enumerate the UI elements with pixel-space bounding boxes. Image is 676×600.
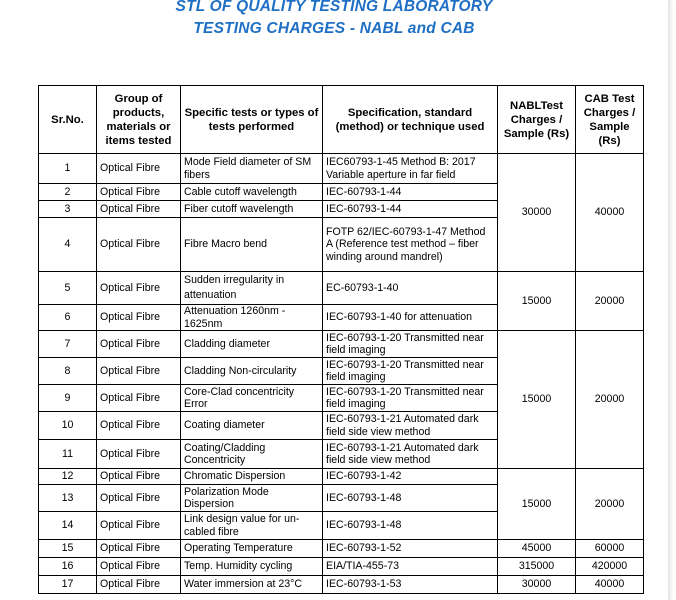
group-cell: Optical Fibre [97, 272, 181, 305]
group-cell: Optical Fibre [97, 358, 181, 385]
group-cell: Optical Fibre [97, 558, 181, 576]
sr-cell: 10 [39, 412, 97, 440]
group-cell: Optical Fibre [97, 412, 181, 440]
spec-cell: IEC-60793-1-44 [323, 184, 498, 201]
cab-charge-cell: 20000 [576, 331, 644, 469]
test-cell: Polarization Mode Dispersion [181, 485, 323, 512]
spec-cell: IEC-60793-1-53 [323, 576, 498, 594]
sr-cell: 4 [39, 218, 97, 272]
spec-cell: IEC-60793-1-48 [323, 485, 498, 512]
sr-cell: 6 [39, 305, 97, 331]
group-cell: Optical Fibre [97, 469, 181, 485]
spec-cell: IEC-60793-1-21 Automated dark field side view method [323, 440, 498, 469]
test-cell: Core-Clad concentricity Error [181, 385, 323, 412]
nabl-charge-cell: 15000 [498, 272, 576, 331]
group-cell: Optical Fibre [97, 385, 181, 412]
spec-cell: IEC-60793-1-20 Transmitted near field imaging [323, 331, 498, 358]
spec-cell: IEC-60793-1-52 [323, 540, 498, 558]
group-cell: Optical Fibre [97, 512, 181, 540]
nabl-charge-cell: 30000 [498, 154, 576, 272]
group-cell: Optical Fibre [97, 485, 181, 512]
document-subtitle: TESTING CHARGES - NABL and CAB [193, 20, 475, 37]
table-header-row [39, 86, 644, 154]
test-cell: Fibre Macro bend [181, 218, 323, 272]
table-row [39, 331, 644, 358]
group-cell: Optical Fibre [97, 184, 181, 201]
table-row [39, 154, 644, 184]
test-cell: Mode Field diameter of SM fibers [181, 154, 323, 184]
table-row [39, 576, 644, 594]
sr-cell: 9 [39, 385, 97, 412]
sr-cell: 15 [39, 540, 97, 558]
table-row [39, 540, 644, 558]
test-cell: Chromatic Dispersion [181, 469, 323, 485]
cab-charge-cell: 20000 [576, 469, 644, 540]
sr-cell: 1 [39, 154, 97, 184]
test-cell: Cladding diameter [181, 331, 323, 358]
sr-cell: 17 [39, 576, 97, 594]
spec-cell: EIA/TIA-455-73 [323, 558, 498, 576]
document-title: STL OF QUALITY TESTING LABORATORY [175, 0, 493, 15]
group-cell: Optical Fibre [97, 331, 181, 358]
spec-cell: IEC-60793-1-44 [323, 201, 498, 218]
cab-charge-cell: 20000 [576, 272, 644, 331]
cab-charge-cell: 40000 [576, 154, 644, 272]
group-cell: Optical Fibre [97, 201, 181, 218]
spec-cell: EC-60793-1-40 [323, 272, 498, 305]
spec-cell: IEC-60793-1-42 [323, 469, 498, 485]
group-cell: Optical Fibre [97, 440, 181, 469]
table-row [39, 469, 644, 485]
spec-cell: IEC-60793-1-20 Transmitted near field imaging [323, 358, 498, 385]
sr-cell: 7 [39, 331, 97, 358]
col-header-nabl: NABLTest Charges / Sample (Rs) [498, 86, 576, 154]
test-cell: Coating diameter [181, 412, 323, 440]
cab-charge-cell: 60000 [576, 540, 644, 558]
nabl-charge-cell: 15000 [498, 331, 576, 469]
spec-cell: FOTP 62/IEC-60793-1-47 Method A (Reference test method – fiber winding around mandrel) [323, 218, 498, 272]
spec-cell: IEC-60793-1-20 Transmitted near field imaging [323, 385, 498, 412]
test-cell: Attenuation 1260nm - 1625nm [181, 305, 323, 331]
sr-cell: 14 [39, 512, 97, 540]
col-header-cab: CAB Test Charges / Sample (Rs) [576, 86, 644, 154]
cab-charge-cell: 420000 [576, 558, 644, 576]
group-cell: Optical Fibre [97, 540, 181, 558]
test-cell: Operating Temperature [181, 540, 323, 558]
col-header-srno: Sr.No. [39, 86, 97, 154]
test-cell: Temp. Humidity cycling [181, 558, 323, 576]
table-row [39, 558, 644, 576]
col-header-test: Specific tests or types of tests performed [181, 86, 323, 154]
nabl-charge-cell: 315000 [498, 558, 576, 576]
nabl-charge-cell: 30000 [498, 576, 576, 594]
test-cell: Fiber cutoff wavelength [181, 201, 323, 218]
spec-cell: IEC-60793-1-40 for attenuation [323, 305, 498, 331]
group-cell: Optical Fibre [97, 576, 181, 594]
sr-cell: 13 [39, 485, 97, 512]
group-cell: Optical Fibre [97, 218, 181, 272]
sr-cell: 12 [39, 469, 97, 485]
nabl-charge-cell: 45000 [498, 540, 576, 558]
test-cell: Water immersion at 23°C [181, 576, 323, 594]
col-header-spec: Specification, standard (method) or technique used [323, 86, 498, 154]
sr-cell: 2 [39, 184, 97, 201]
table-row [39, 272, 644, 305]
testing-charges-table [38, 85, 644, 594]
test-cell: Link design value for un-cabled fibre [181, 512, 323, 540]
sr-cell: 8 [39, 358, 97, 385]
cab-charge-cell: 40000 [576, 576, 644, 594]
test-cell: Cladding Non-circularity [181, 358, 323, 385]
sr-cell: 16 [39, 558, 97, 576]
group-cell: Optical Fibre [97, 305, 181, 331]
spec-cell: IEC-60793-1-21 Automated dark field side view method [323, 412, 498, 440]
sr-cell: 11 [39, 440, 97, 469]
test-cell: Sudden irregularity in attenuation [181, 272, 323, 305]
spec-cell: IEC-60793-1-48 [323, 512, 498, 540]
sr-cell: 3 [39, 201, 97, 218]
nabl-charge-cell: 15000 [498, 469, 576, 540]
spec-cell: IEC60793-1-45 Method B: 2017 Variable aperture in far field [323, 154, 498, 184]
group-cell: Optical Fibre [97, 154, 181, 184]
test-cell: Coating/Cladding Concentricity [181, 440, 323, 469]
col-header-group: Group of products, materials or items tested [97, 86, 181, 154]
sr-cell: 5 [39, 272, 97, 305]
test-cell: Cable cutoff wavelength [181, 184, 323, 201]
